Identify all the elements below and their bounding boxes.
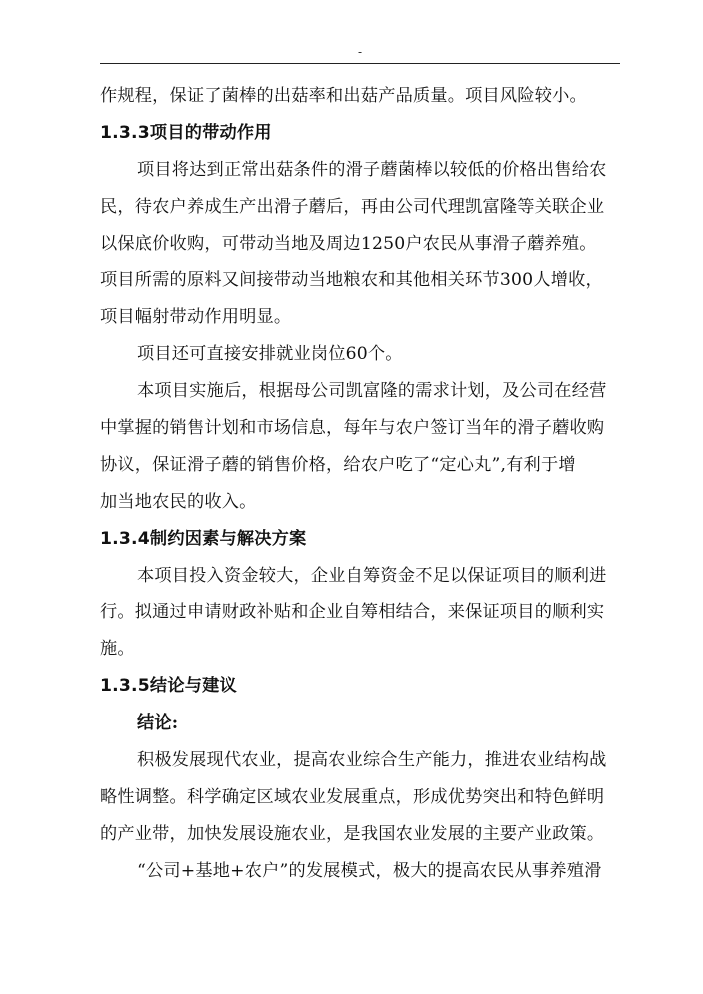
paragraph-line: 项目将达到正常出菇条件的滑子蘑菌棒以较低的价格出售给农: [137, 159, 607, 180]
paragraph-line: 项目还可直接安排就业岗位60个。: [137, 344, 403, 365]
header-rule: [100, 63, 620, 64]
conclusion-label: 结论:: [137, 713, 179, 734]
paragraph-line: 以保底价收购，可带动当地及周边1250户农民从事滑子蘑养殖。: [100, 233, 597, 254]
paragraph-line: 本项目实施后，根据母公司凯富隆的需求计划，及公司在经营: [137, 381, 607, 402]
paragraph-line: 民，待农户养成生产出滑子蘑后，再由公司代理凯富隆等关联企业: [100, 196, 605, 217]
document-body: [100, 78, 630, 890]
paragraph-line: 作规程，保证了菌棒的出菇率和出菇产品质量。项目风险较小。: [100, 86, 587, 106]
paragraph-line: 的产业带，加快发展设施农业，是我国农业发展的主要产业政策。: [100, 823, 605, 844]
paragraph-line: 项目所需的原料又间接带动当地粮农和其他相关环节300人增收，: [100, 270, 603, 291]
paragraph-line: 加当地农民的收入。: [100, 491, 257, 512]
paragraph-line: 项目幅射带动作用明显。: [100, 307, 292, 328]
paragraph-line: 施。: [100, 639, 135, 660]
paragraph-line: 中掌握的销售计划和市场信息，每年与农户签订当年的滑子蘑收购: [100, 418, 605, 439]
paragraph-line: 积极发展现代农业，提高农业综合生产能力，推进农业结构战: [137, 750, 607, 771]
paragraph-line: 略性调整。科学确定区域农业发展重点，形成优势突出和特色鲜明: [100, 786, 605, 807]
section-heading-1-3-5: 1.3.5结论与建议: [100, 676, 237, 697]
paragraph-line: 行。拟通过申请财政补贴和企业自筹相结合，来保证项目的顺利实: [100, 602, 605, 623]
header-mark: -: [358, 45, 363, 59]
paragraph-line: 协议，保证滑子蘑的销售价格，给农户吃了“定心丸”,有利于增: [100, 454, 576, 475]
section-heading-1-3-3: 1.3.3项目的带动作用: [100, 122, 272, 143]
paragraph-line: “公司+基地+农户”的发展模式，极大的提高农民从事养殖滑: [137, 860, 602, 881]
section-heading-1-3-4: 1.3.4制约因素与解决方案: [100, 528, 307, 549]
paragraph-line: 本项目投入资金较大，企业自筹资金不足以保证项目的顺利进: [137, 565, 607, 586]
